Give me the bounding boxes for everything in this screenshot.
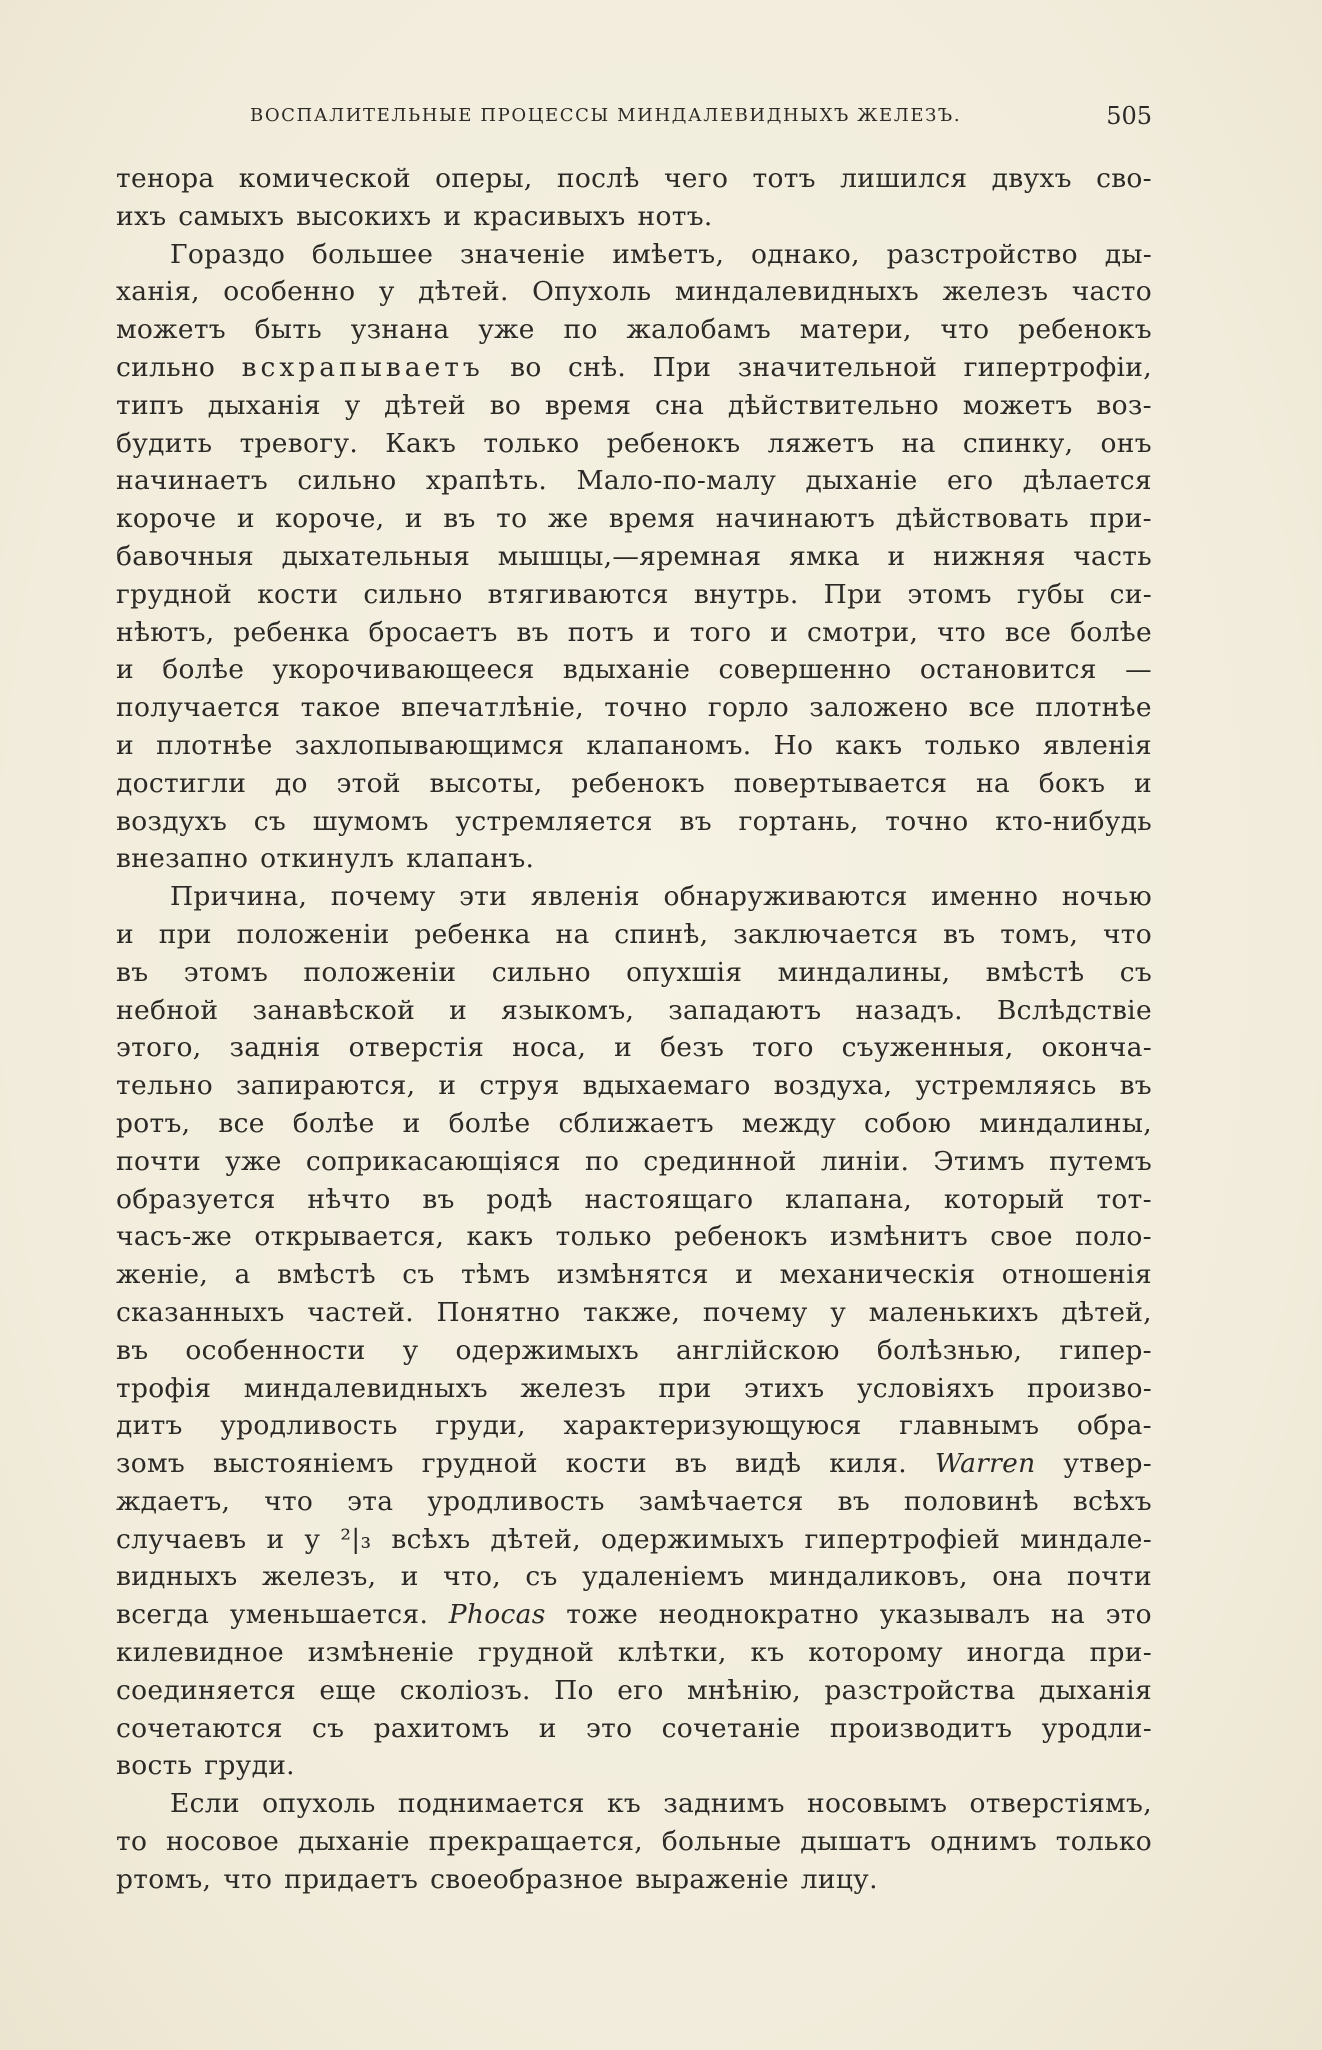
text-line: то носовое дыханіе прекращается, больные дышатъ однимъ только [116, 1826, 1152, 1858]
text-line: тельно запираются, и струя вдыхаемаго воздуха, устремляясь въ [116, 1070, 1152, 1102]
text-line: ртомъ, что придаетъ своеобразное выраженіе лицу. [116, 1863, 878, 1895]
paragraph [116, 236, 1152, 879]
text-line: въ особенности у одержимыхъ англійскою болѣзнью, гипер- [116, 1334, 1152, 1366]
text-line: нѣютъ, ребенка бросаетъ въ потъ и того и смотри, что все болѣе [116, 616, 1152, 648]
text-line: въ этомъ положеніи сильно опухшія миндалины, вмѣстѣ съ [116, 956, 1152, 988]
running-head: ВОСПАЛИТЕЛЬНЫЕ ПРОЦЕССЫ МИНДАЛЕВИДНЫХЪ ЖЕЛЕЗЪ. [250, 105, 962, 126]
text-line: Если опухоль поднимается къ заднимъ носовымъ отверстіямъ, [170, 1788, 1152, 1820]
text-line: небной занавѣской и языкомъ, западаютъ назадъ. Вслѣдствіе [116, 994, 1152, 1026]
page-header [112, 96, 1152, 136]
text-line: Причина, почему эти явленія обнаруживаются именно ночью [170, 881, 1152, 913]
text-line: можетъ быть узнана уже по жалобамъ матери, что ребенокъ [116, 314, 1152, 346]
text-line: сильно всхрапываетъ во снѣ. При значительной гипертрофіи, [116, 351, 1152, 383]
text-line: Гораздо большее значеніе имѣетъ, однако, разстройство ды- [170, 238, 1152, 270]
text-line: ихъ самыхъ высокихъ и красивыхъ нотъ. [116, 200, 713, 232]
text-line: почти уже соприкасающіяся по срединной линіи. Этимъ путемъ [116, 1145, 1152, 1177]
paragraph [116, 160, 1152, 236]
page-number: 505 [1106, 102, 1152, 130]
text-line: получается такое впечатлѣніе, точно горло заложено все плотнѣе [116, 692, 1152, 724]
paragraph [116, 1785, 1152, 1898]
text-line: случаевъ и у ²|₃ всѣхъ дѣтей, одержимыхъ гипертрофіей миндале- [116, 1523, 1152, 1555]
text-line: сочетаются съ рахитомъ и это сочетаніе производитъ уродли- [116, 1712, 1152, 1744]
text-line: внезапно откинулъ клапанъ. [116, 843, 535, 875]
text-line: бавочныя дыхательныя мышцы,—яремная ямка и нижняя часть [116, 540, 1152, 572]
text-line: вость груди. [116, 1750, 295, 1782]
text-line: килевидное измѣненіе грудной клѣтки, къ которому иногда при- [116, 1637, 1152, 1669]
text-line: воздухъ съ шумомъ устремляется въ гортань, точно кто-нибудь [116, 805, 1152, 837]
text-line: дитъ уродливость груди, характеризующуюся главнымъ обра- [116, 1410, 1152, 1442]
text-line: женіе, а вмѣстѣ съ тѣмъ измѣнятся и механическія отношенія [116, 1259, 1152, 1291]
text-line: типъ дыханія у дѣтей во время сна дѣйствительно можетъ воз- [116, 389, 1152, 421]
text-line: часъ-же открывается, какъ только ребенокъ измѣнитъ свое поло- [116, 1221, 1152, 1253]
body-text [116, 160, 1152, 1899]
text-line: и болѣе укорочивающееся вдыханіе совершенно остановится — [116, 654, 1152, 686]
text-line: сказанныхъ частей. Понятно также, почему у маленькихъ дѣтей, [116, 1296, 1152, 1328]
text-line: начинаетъ сильно храпѣть. Мало-по-малу дыханіе его дѣлается [116, 465, 1152, 497]
text-line: тенора комической оперы, послѣ чего тотъ лишился двухъ сво- [116, 163, 1152, 194]
paragraph [116, 878, 1152, 1785]
text-line: ханія, особенно у дѣтей. Опухоль миндалевидныхъ железъ часто [116, 276, 1152, 308]
text-line: короче и короче, и въ то же время начинаютъ дѣйствовать при- [116, 503, 1152, 535]
text-line: всегда уменьшается. Phocas тоже неоднократно указывалъ на это [116, 1599, 1152, 1631]
text-line: ждаетъ, что эта уродливость замѣчается въ половинѣ всѣхъ [116, 1485, 1152, 1517]
text-line: достигли до этой высоты, ребенокъ повертывается на бокъ и [116, 767, 1152, 799]
text-line: ротъ, все болѣе и болѣе сближаетъ между собою миндалины, [116, 1107, 1152, 1139]
text-line: и плотнѣе захлопывающимся клапаномъ. Но какъ только явленія [116, 729, 1152, 761]
text-line: трофія миндалевидныхъ железъ при этихъ условіяхъ произво- [116, 1372, 1152, 1404]
text-line: соединяется еще сколіозъ. По его мнѣнію, разстройства дыханія [116, 1674, 1152, 1706]
text-line: грудной кости сильно втягиваются внутрь. При этомъ губы си- [116, 578, 1152, 610]
text-line: этого, заднія отверстія носа, и безъ того съуженныя, оконча- [116, 1032, 1152, 1064]
text-line: и при положеніи ребенка на спинѣ, заключается въ томъ, что [116, 918, 1152, 950]
text-line: видныхъ железъ, и что, съ удаленіемъ миндаликовъ, она почти [116, 1561, 1152, 1593]
text-line: зомъ выстояніемъ грудной кости въ видѣ киля. Warren утвер- [116, 1448, 1152, 1480]
text-line: образуется нѣчто въ родѣ настоящаго клапана, который тот- [116, 1183, 1152, 1215]
text-line: будить тревогу. Какъ только ребенокъ ляжетъ на спинку, онъ [116, 427, 1152, 459]
